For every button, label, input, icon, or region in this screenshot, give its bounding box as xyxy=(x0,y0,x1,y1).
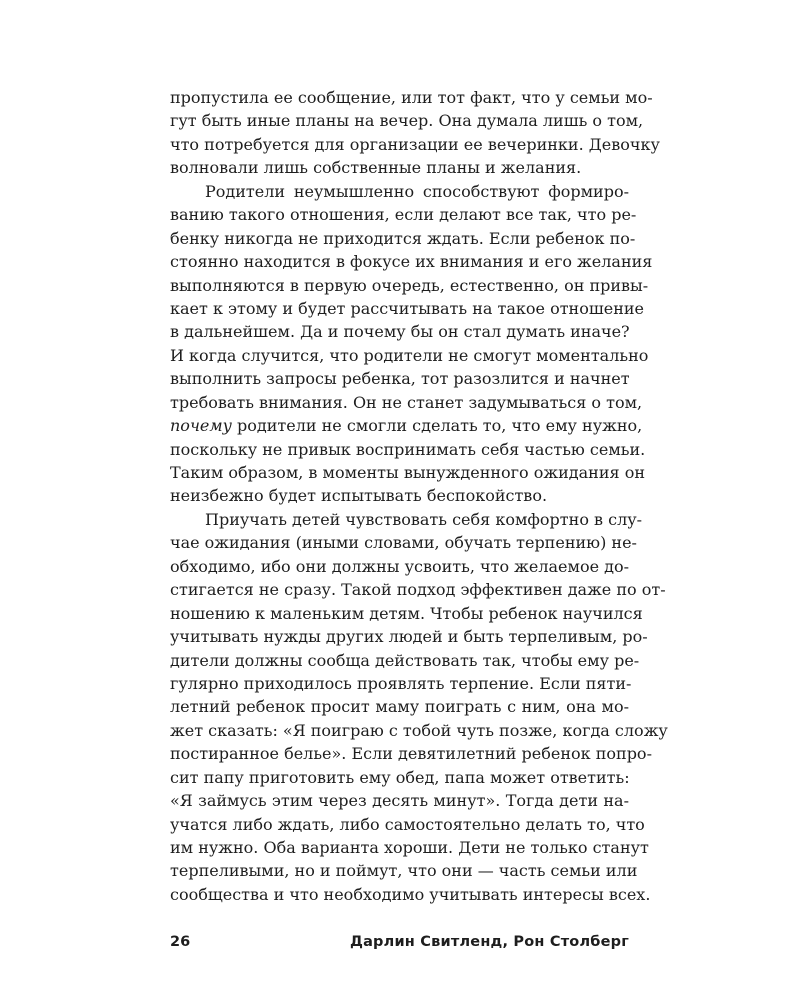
page-footer xyxy=(170,934,629,956)
text-line: И когда случится, что родители не смогут моментально xyxy=(170,345,649,365)
text-line: требовать внимания. Он не станет задумываться о том, xyxy=(170,392,643,412)
text-line: в дальнейшем. Да и почему бы он стал думать иначе? xyxy=(170,322,630,342)
text-line: бенку никогда не приходится ждать. Если ребенок по- xyxy=(170,228,636,248)
text-line: учитывать нужды других людей и быть терпеливым, ро- xyxy=(170,627,648,647)
text-line: обходимо, ибо они должны усвоить, что желаемое до- xyxy=(170,556,630,576)
text-line: ванию такого отношения, если делают все так, что ре- xyxy=(170,205,637,225)
text-line: летний ребенок просит маму поиграть с ним, она мо- xyxy=(170,697,629,717)
text-line: постиранное белье». Если девятилетний ребенок попро- xyxy=(170,744,652,764)
body-text xyxy=(170,86,668,906)
text-line: ношению к маленьким детям. Чтобы ребенок научился xyxy=(170,603,643,623)
text-line: дители должны сообща действовать так, чтобы ему ре- xyxy=(170,650,640,670)
text-line: выполнить запросы ребенка, тот разозлится и начнет xyxy=(170,369,630,389)
text-line: неизбежно будет испытывать беспокойство. xyxy=(170,486,548,506)
text-line: жет сказать: «Я поиграю с тобой чуть позже, когда сложу xyxy=(170,720,668,740)
text-line: гут быть иные планы на вечер. Она думала лишь о том, xyxy=(170,111,644,131)
text-line: сообщества и что необходимо учитывать интересы всех. xyxy=(170,884,651,904)
text-line-rest: родители не смогли сделать то, что ему нужно, xyxy=(231,416,643,436)
text-line: что потребуется для организации ее вечеринки. Девочку xyxy=(170,134,660,154)
text-line: сит папу приготовить ему обед, папа может ответить: xyxy=(170,767,630,787)
text-line: «Я займусь этим через десять минут». Тогда дети на- xyxy=(170,791,629,811)
text-line: Таким образом, в моменты вынужденного ожидания он xyxy=(170,463,645,482)
text-line: кает к этому и будет рассчитывать на такое отношение xyxy=(170,298,644,318)
text-line xyxy=(170,414,643,437)
text-line: стоянно находится в фокусе их внимания и его желания xyxy=(170,252,653,272)
text-line: чае ожидания (иными словами, обучать терпению) не- xyxy=(170,533,637,553)
running-head-authors: Дарлин Свитленд, Рон Столберг xyxy=(349,934,629,950)
text-line: пропустила ее сообщение, или тот факт, что у семьи мо- xyxy=(170,88,653,107)
emphasis-word: почему xyxy=(170,416,232,436)
text-line: Родители неумышленно способствуют формиро- xyxy=(205,181,629,201)
text-line: гулярно приходилось проявлять терпение. Если пяти- xyxy=(170,673,632,693)
text-line: учатся либо ждать, либо самостоятельно делать то, что xyxy=(170,814,645,834)
text-line: терпеливыми, но и поймут, что они — часть семьи или xyxy=(170,861,638,881)
text-line: им нужно. Оба варианта хороши. Дети не только станут xyxy=(170,838,649,857)
text-line: Приучать детей чувствовать себя комфортно в слу- xyxy=(205,509,643,529)
page-number: 26 xyxy=(170,934,191,950)
text-line: волновали лишь собственные планы и желания. xyxy=(170,158,582,178)
text-line: стигается не сразу. Такой подход эффективен даже по от- xyxy=(170,580,666,600)
text-line: поскольку не привык воспринимать себя частью семьи. xyxy=(170,439,646,459)
text-line: выполняются в первую очередь, естественно, он привы- xyxy=(170,275,649,295)
